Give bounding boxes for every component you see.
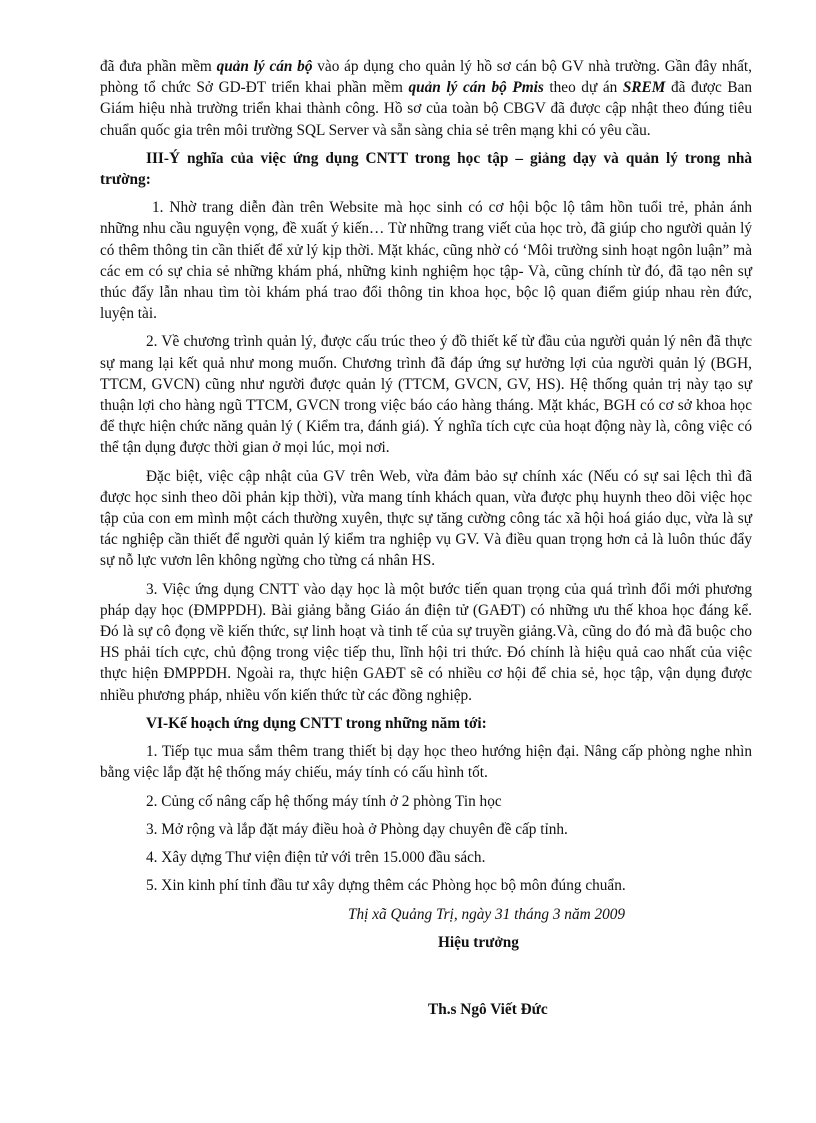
plan-item-4: 4. Xây dựng Thư viện điện tử với trên 15.000 đầu sách.	[146, 848, 486, 866]
section-6-heading: VI-Kế hoạch ứng dụng CNTT trong những năm tới:	[146, 714, 487, 732]
signature-name: Th.s Ngô Viết Đức	[428, 1000, 548, 1018]
plan-item-2: 2. Củng cố nâng cấp hệ thống máy tính ở 2 phòng Tin học	[146, 792, 502, 810]
section-3-paragraph-1: 1. Nhờ trang diễn đàn trên Website mà học sinh có cơ hội bộc lộ tâm hồn tuổi trẻ, phản ánh những nhu cầu nguyện vọng, đề xuất ý kiến… Từ những trang viết của học trò, đã giúp cho người quản lý có thêm thông tin cần thiết để xử lý kịp thời. Mặt khác, cũng nhờ có ‘Môi trường sinh hoạt ngôn luận” mà các em có sự chia sẻ những khám phá, những kinh nghiệm học tập- Và, cũng chính từ đó, đã tạo nên sự thúc đẩy lẫn nhau tìm tòi khám phá trao đổi thông tin khoa học, bộc lộ quan điểm giúp nhau rèn đức, luyện tài.	[100, 199, 752, 323]
plan-item-1: 1. Tiếp tục mua sắm thêm trang thiết bị dạy học theo hướng hiện đại. Nâng cấp phòng nghe nhìn bằng việc lắp đặt hệ thống máy chiếu, máy tính có cấu hình tốt.	[100, 743, 752, 782]
section-3-paragraph-4: 3. Việc ứng dụng CNTT vào dạy học là một bước tiến quan trọng của quá trình đổi mới phương pháp dạy học (ĐMPPDH). Bài giảng bằng Giáo án điện tử (GAĐT) có những ưu thế khoa học đáng kể. Đó là sự cô đọng về kiến thức, sự linh hoạt và tinh tế của sự truyền giảng.Và, cũng do đó mà đã buộc cho HS phải tích cực, chủ động trong việc tiếp thu, lĩnh hội tri thức. Đó chính là hiệu quả cao nhất của việc thực hiện ĐMPPDH. Ngoài ra, thực hiện GAĐT sẽ có nhiều cơ hội để chia sẻ, học tập, vận dụng được nhiều phương pháp, nhiều vốn kiến thức từ các đồng nghiệp.	[100, 580, 752, 704]
signature-role: Hiệu trưởng	[438, 933, 519, 951]
plan-item-3: 3. Mở rộng và lắp đặt máy điều hoà ở Phòng dạy chuyên đề cấp tỉnh.	[146, 820, 568, 838]
section-3-heading: III-Ý nghĩa của việc ứng dụng CNTT trong học tập – giảng dạy và quản lý trong nhà trường:	[100, 149, 752, 189]
intro-paragraph	[100, 56, 752, 141]
section-3-paragraph-2: 2. Về chương trình quản lý, được cấu trúc theo ý đồ thiết kế từ đầu của người quản lý nên đã thực sự mang lại kết quả như mong muốn. Chương trình đã đáp ứng sự hưởng lợi của người quản lý (BGH, TTCM, GVCN) cũng như người được quản lý (TTCM, GVCN, GV, HS). Hệ thống quản trị này tạo sự thuận lợi cho hàng ngũ TTCM, GVCN trong việc báo cáo hàng tháng. Mặt khác, BGH có cơ sở khoa học để thực hiện chức năng quản lý ( Kiểm tra, đánh giá). Ý nghĩa tích cực của hoạt động này là, công việc có thể tận dụng được thời gian ở mọi lúc, mọi nơi.	[100, 333, 752, 457]
intro-text-4: đã được Ban Giám hiệu nhà trường triển khai thành công. Hồ sơ của toàn bộ CBGV đã được cập nhật theo đúng tiêu chuẩn quốc gia trên môi trường SQL Server và sẵn sàng chia sẻ trên mạng khi có yêu cầu.	[100, 79, 752, 139]
intro-text-1: đã đưa phần mềm	[100, 58, 217, 75]
signature-date: Thị xã Quảng Trị, ngày 31 tháng 3 năm 2009	[348, 906, 626, 924]
intro-emphasis-2: quản lý cán bộ Pmis	[408, 79, 544, 97]
document-page	[100, 56, 752, 1020]
intro-emphasis-1: quản lý cán bộ	[216, 58, 313, 75]
intro-emphasis-3: SREM	[622, 79, 666, 97]
intro-text-3: theo dự án	[543, 79, 623, 97]
intro-text-2: vào áp dụng cho quản lý hồ sơ cán bộ GV nhà trường. Gần đây nhất, phòng tổ chức Sở GD-ĐT triển khai phần mềm	[100, 58, 752, 97]
section-3-paragraph-3: Đặc biệt, việc cập nhật của GV trên Web, vừa đảm bảo sự chính xác (Nếu có sự sai lệch thì đã được học sinh theo dõi phản kịp thời), vừa mang tính khách quan, vừa được phụ huynh theo dõi việc học tập của con em mình một cách thường xuyên, thực sự tăng cường công tác xã hội hoá giáo dục, vừa là sự tác nghiệp cần thiết để người quản lý kiểm tra nghiệp vụ GV. Và điều quan trọng hơn cả là luôn thúc đẩy sự nỗ lực vươn lên không ngừng cho từng cá nhân HS.	[100, 467, 752, 570]
plan-item-5: 5. Xin kinh phí tỉnh đầu tư xây dựng thêm các Phòng học bộ môn đúng chuẩn.	[146, 877, 626, 895]
